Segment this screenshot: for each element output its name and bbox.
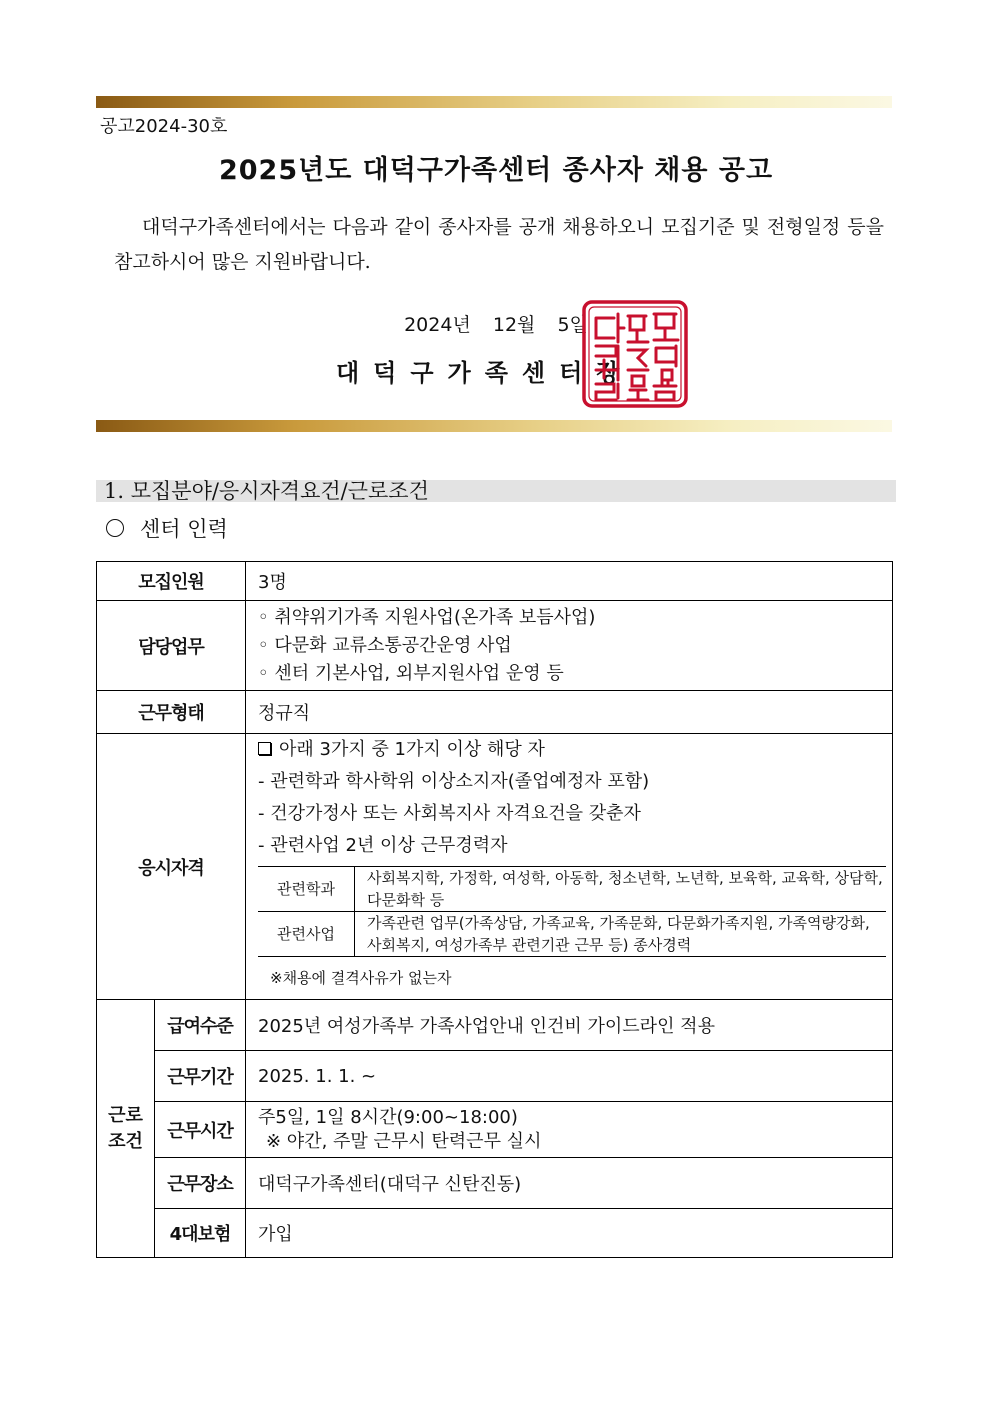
section-heading: 1. 모집분야/응시자격요건/근로조건	[96, 480, 896, 502]
duty-item: ◦ 센터 기본사업, 외부지원사업 운영 등	[258, 662, 564, 684]
place-label: 근무장소	[155, 1158, 246, 1209]
conditions-label-line: 조건	[108, 1130, 143, 1152]
table-row	[97, 1102, 893, 1158]
table-row	[97, 1209, 893, 1258]
insurance-value: 가입	[246, 1209, 893, 1258]
table-row	[97, 601, 893, 691]
duties-label: 담당업무	[97, 601, 246, 691]
related-major-row	[258, 867, 886, 912]
salary-value: 2025년 여성가족부 가족사업안내 인건비 가이드라인 적용	[246, 1000, 893, 1051]
date-day: 5일	[557, 314, 588, 336]
bottom-gold-bar	[96, 420, 892, 432]
recruit-label: 모집인원	[97, 562, 246, 601]
duties-cell	[246, 601, 893, 691]
page-title: 2025년도 대덕구가족센터 종사자 채용 공고	[218, 155, 774, 186]
insurance-label: 4대보험	[155, 1209, 246, 1258]
qualification-intro: 아래 3가지 중 1가지 이상 해당 자	[279, 739, 545, 760]
related-work-row	[258, 912, 886, 957]
official-seal-icon	[582, 300, 688, 408]
employment-label: 근무형태	[97, 691, 246, 734]
table-row	[97, 734, 893, 1000]
issuer-name: 대덕구가족센터장	[336, 359, 634, 387]
subsection-heading	[106, 513, 228, 543]
hours-label: 근무시간	[155, 1102, 246, 1158]
employment-value: 정규직	[246, 691, 893, 734]
hours-value: 주5일, 1일 8시간(9:00~18:00)	[258, 1106, 518, 1128]
duty-item: ◦ 다문화 교류소통공간운영 사업	[258, 634, 512, 656]
table-row	[97, 1000, 893, 1051]
hours-cell	[246, 1102, 893, 1158]
salary-label: 급여수준	[155, 1000, 246, 1051]
qualification-checkbox-line	[258, 734, 892, 766]
subsection-label: 센터 인력	[140, 517, 228, 541]
qualification-item: - 건강가정사 또는 사회복지사 자격요건을 갖춘자	[258, 803, 641, 824]
related-major-value: 사회복지학, 가정학, 여성학, 아동학, 청소년학, 노년학, 보육학, 교육학, 상담학, 다문화학 등	[355, 867, 887, 912]
recruitment-table	[96, 561, 893, 1258]
related-fields-table	[258, 866, 886, 957]
qualification-note: ※채용에 결격사유가 없는자	[270, 969, 452, 987]
qualification-item: - 관련사업 2년 이상 근무경력자	[258, 835, 508, 856]
duty-item: ◦ 취약위기가족 지원사업(온가족 보듬사업)	[258, 606, 596, 628]
related-work-value: 가족관련 업무(가족상담, 가족교육, 가족문화, 다문화가족지원, 가족역량강화, 사회복지, 여성가족부 관련기관 근무 등) 종사경력	[355, 912, 887, 957]
date-month: 12월	[492, 314, 536, 336]
hours-note: ※ 야간, 주말 근무시 탄력근무 실시	[266, 1130, 542, 1152]
table-row	[97, 1051, 893, 1102]
notice-number: 공고2024-30호	[100, 116, 228, 137]
period-value: 2025. 1. 1. ~	[246, 1051, 893, 1102]
table-row	[97, 562, 893, 601]
notice-date	[0, 310, 992, 337]
conditions-group-label	[97, 1000, 155, 1258]
intro-paragraph	[114, 210, 884, 280]
conditions-label-line: 근로	[108, 1104, 143, 1126]
table-row	[97, 691, 893, 734]
period-label: 근무기간	[155, 1051, 246, 1102]
recruit-value: 3명	[246, 562, 893, 601]
qualification-label: 응시자격	[97, 734, 246, 1000]
circle-bullet-icon	[106, 519, 124, 537]
related-major-label: 관련학과	[258, 867, 355, 912]
place-value: 대덕구가족센터(대덕구 신탄진동)	[246, 1158, 893, 1209]
related-work-label: 관련사업	[258, 912, 355, 957]
table-row	[97, 1158, 893, 1209]
checkbox-icon	[258, 742, 271, 755]
date-year: 2024년	[404, 314, 471, 336]
qualification-item: - 관련학과 학사학위 이상소지자(졸업예정자 포함)	[258, 771, 650, 792]
top-gold-bar	[96, 96, 892, 108]
intro-text: 대덕구가족센터에서는 다음과 같이 종사자를 공개 채용하오니 모집기준 및 전형일정 등을 참고하시어 많은 지원바랍니다.	[114, 216, 884, 273]
qualification-cell	[246, 734, 893, 1000]
